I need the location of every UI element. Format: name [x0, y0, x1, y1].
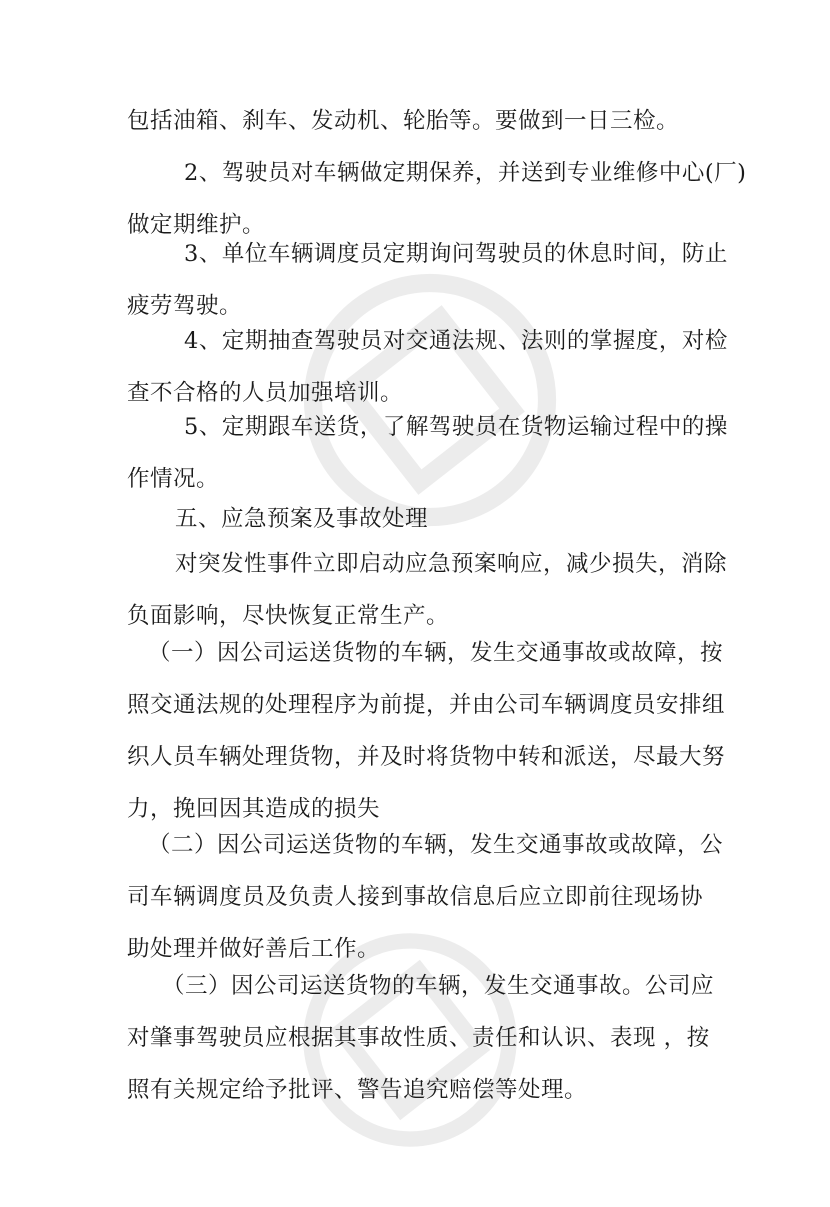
text-line-9: 作情况。	[127, 466, 220, 492]
text-line-17: （二）因公司运送货物的车辆，发生交通事故或故障，公	[148, 832, 724, 858]
text-line-1: 包括油箱、刹车、发动机、轮胎等。要做到一日三检。	[127, 108, 680, 134]
text-line-11: 对突发性事件立即启动应急预案响应，减少损失，消除	[175, 551, 728, 577]
text-line-8: 5、定期跟车送货，了解驾驶员在货物运输过程中的操	[184, 414, 728, 440]
text-line-7: 查不合格的人员加强培训。	[127, 380, 404, 406]
text-line-5: 疲劳驾驶。	[127, 293, 243, 319]
text-line-6: 4、定期抽查驾驶员对交通法规、法则的掌握度，对检	[184, 328, 728, 354]
text-line-20: （三）因公司运送货物的车辆，发生交通事故。公司应	[162, 973, 715, 999]
text-line-22: 照有关规定给予批评、警告追究赔偿等处理。	[127, 1077, 588, 1103]
text-line-15: 织人员车辆处理货物，并及时将货物中转和派送，尽最大努	[127, 744, 726, 770]
text-line-12: 负面影响，尽快恢复正常生产。	[127, 603, 450, 629]
text-line-19: 助处理并做好善后工作。	[127, 936, 381, 962]
text-line-4: 3、单位车辆调度员定期询问驾驶员的休息时间，防止	[184, 241, 728, 267]
text-line-16: 力，挽回因其造成的损失	[127, 796, 381, 822]
text-line-13: （一）因公司运送货物的车辆，发生交通事故或故障，按	[148, 640, 724, 666]
text-line-18: 司车辆调度员及负责人接到事故信息后应立即前往现场协	[127, 884, 703, 910]
text-line-14: 照交通法规的处理程序为前提，并由公司车辆调度员安排组	[127, 692, 726, 718]
section-heading: 五、应急预案及事故处理	[175, 506, 429, 532]
text-line-21: 对肇事驾驶员应根据其事故性质、责任和认识、表现 ，按	[127, 1025, 710, 1051]
text-line-2: 2、驾驶员对车辆做定期保养，并送到专业维修中心(厂)	[184, 160, 747, 186]
text-line-3: 做定期维护。	[127, 212, 266, 238]
